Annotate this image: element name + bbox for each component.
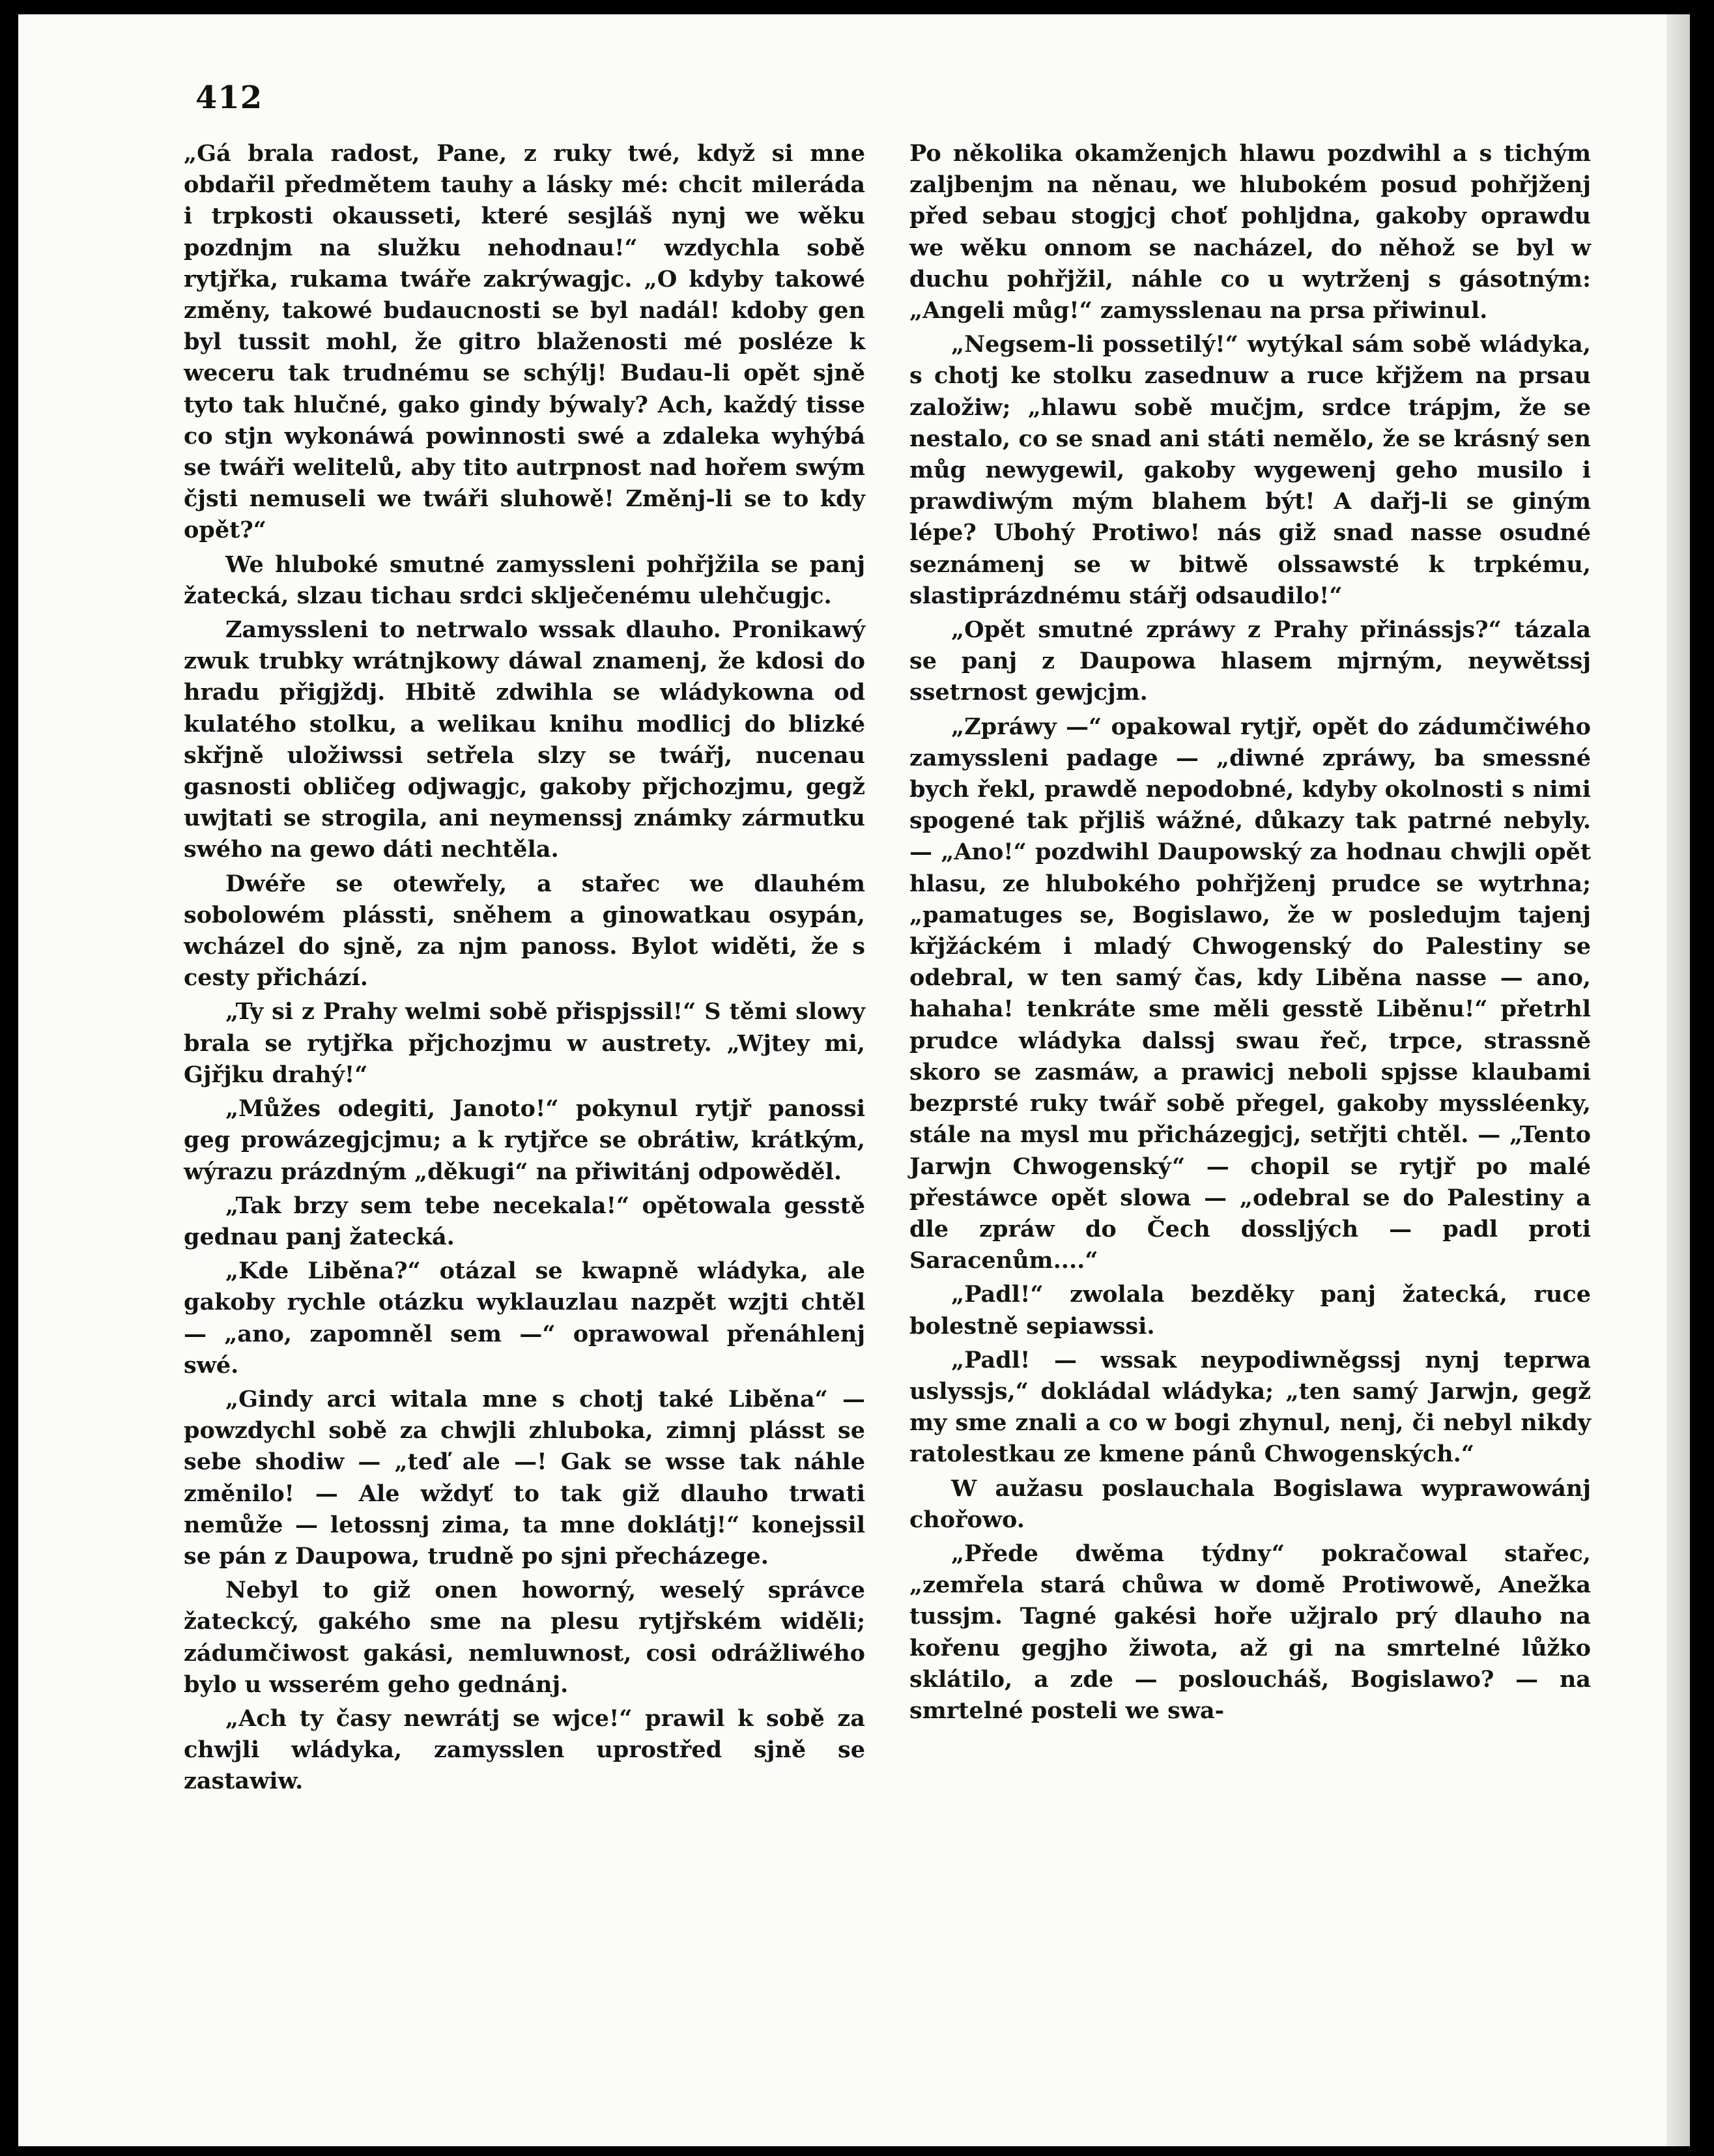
book-page <box>18 14 1690 2146</box>
paragraph: „Gindy arci witala mne s chotj také Liběna“ — powzdychl sobě za chwjli zhluboka, zimnj plásst se sebe shodiw — „teď ale —! Gak se wsse tak náhle změnilo! — Ale wždyť to tak giž dlauho trwati nemůže — letossnj zima, ta mne doklátj!“ konejssil se pán z Daupowa, trudně po sjni přecházege. <box>184 1385 865 1570</box>
page-edge-shadow <box>1666 14 1690 2146</box>
paragraph: Zamyssleni to netrwalo wssak dlauho. Pronikawý zwuk trubky wrátnjkowy dáwal znamenj, že kdosi do hradu přigjždj. Hbitě zdwihla se wládykowna od kulatého stolku, a welikau knihu modlicj do blizké skřjně uložiwssi setřela slzy se twářj, nucenau gasnosti obličeg odjwagjc, gakoby přjchozjmu, gegž uwjtati se strogila, ani neymenssj známky zármutku swého na gewo dáti nechtěla. <box>184 616 865 863</box>
paragraph: „Gá brala radost, Pane, z ruky twé, když si mne obdařil předmětem tauhy a lásky mé: chcit mileráda i trpkosti okausseti, které sesjláš nynj we wěku pozdnjm na služku nehodnau!“ wzdychla sobě rytjřka, rukama twáře zakrýwagjc. „O kdyby takowé změny, takowé budaucnosti se byl nadál! kdoby gen byl tussit mohl, že gitro blaženosti mé posléze k weceru tak trudnému se schýlj! Budau-li opět sjně tyto tak hlučné, gako gindy býwaly? Ach, každý tisse co stjn wykonáwá powinnosti swé a zdaleka wyhýbá se twáři welitelů, aby tito autrpnost nad hořem swým čjsti nemuseli we twáři sluhowě! Změnj-li se to kdy opět?“ <box>184 140 865 544</box>
paragraph: Po několika okamženjch hlawu pozdwihl a s tichým zaljbenjm na něnau, we hlubokém posud pohřjženj před sebau stogjcj choť pohljdna, gakoby oprawdu we wěku onnom se nacházel, do něhož se byl w duchu pohřjžil, náhle co u wytrženj s gásotným: „Angeli můg!“ zamysslenau na prsa přiwinul. <box>909 140 1591 324</box>
paragraph: „Negsem-li possetilý!“ wytýkal sám sobě wládyka, s chotj ke stolku zasednuw a ruce křjžem na prsau založiw; „hlawu sobě mučjm, srdce trápjm, že se nestalo, co se snad ani státi nemělo, že se krásný sen můg newygewil, gakoby wygewenj geho musilo i prawdiwým mým blahem být! A dařj-li se giným lépe? Ubohý Protiwo! nás giž snad nasse osudné seznámenj se w bitwě olssawsté k trpkému, slastiprázdnému stářj odsaudilo!“ <box>909 331 1591 609</box>
paragraph: „Opět smutné zpráwy z Prahy přinássjs?“ tázala se panj z Daupowa hlasem mjrným, neywětssj ssetrnost gewjcjm. <box>909 616 1591 706</box>
paragraph: Dwéře se otewřely, a stařec we dlauhém sobolowém plássti, sněhem a ginowatkau osypán, wcházel do sjně, za njm panoss. Bylot widěti, že s cesty přichází. <box>184 870 865 992</box>
paragraph: „Zpráwy —“ opakowal rytjř, opět do zádumčiwého zamyssleni padage — „diwné zpráwy, ba smessné bych řekl, prawdě nepodobné, kdyby okolnosti s nimi spogené tak přjliš wážné, důkazy tak patrné nebyly. — „Ano!“ pozdwihl Daupowský za hodnau chwjli opět hlasu, ze hlubokého pohřjženj prudce se wytrhna; „pamatuges se, Bogislawo, že w posledujm tajenj křjžáckém i mladý Chwogenský do Palestiny se odebral, w ten samý čas, kdy Liběna nasse — ano, hahaha! tenkráte sme měli gesstě Liběnu!“ přetrhl prudce wládyka dalssj swau řeč, trpce, strassně skoro se zasmáw, a prawicj neboli spjsse klaubami bezprsté ruky twář sobě přegel, gakoby myssléenky, stále na mysl mu přicházegjcj, setřjti chtěl. — „Tento Jarwjn Chwogenský“ — chopil se rytjř po malé přestáwce opět slowa — „odebral se do Palestiny a dle zpráw do Čech dossljých — padl proti Saracenům....“ <box>909 713 1591 1274</box>
paragraph: „Ach ty časy newrátj se wjce!“ prawil k sobě za chwjli wládyka, zamysslen uprostřed sjně se zastawiw. <box>184 1704 865 1795</box>
paragraph: „Tak brzy sem tebe necekala!“ opětowala gesstě gednau panj žatecká. <box>184 1192 865 1250</box>
paragraph: „Kde Liběna?“ otázal se kwapně wládyka, ale gakoby rychle otázku wyklauzlau nazpět wzjti chtěl — „ano, zapomněl sem —“ oprawowal přenáhlenj swé. <box>184 1258 865 1379</box>
left-column <box>184 138 865 1800</box>
paragraph: We hluboké smutné zamyssleni pohřjžila se panj žatecká, slzau tichau srdci sklječenému ulehčugjc. <box>184 551 865 609</box>
paragraph: „Padl! — wssak neypodiwněgssj nynj teprwa uslyssjs,“ dokládal wládyka; „ten samý Jarwjn, gegž my sme znali a co w bogi zhynul, nenj, či nebyl nikdy ratolestkau ze kmene pánů Chwogenských.“ <box>909 1346 1591 1468</box>
page-number: 412 <box>195 79 263 116</box>
paragraph: W aužasu poslauchala Bogislawa wyprawowánj chořowo. <box>909 1474 1591 1533</box>
paragraph: Nebyl to giž onen howorný, weselý správce žateckcý, gakého sme na plesu rytjřském widěli; zádumčiwost gakási, nemluwnost, cosi odrážliwého bylo u wsserém geho gednánj. <box>184 1577 865 1698</box>
paragraph: „Přede dwěma týdny“ pokračowal stařec, „zemřela stará chůwa w domě Protiwowě, Anežka tussjm. Tagné gakési hoře užjralo prý dlauho na kořenu gegjho žiwota, až gi na smrtelné lůžko sklátilo, a zde — posloucháš, Bogislawo? — na smrtelné posteli we swa- <box>909 1540 1591 1724</box>
paragraph: „Padl!“ zwolala bezděky panj žatecká, ruce bolestně sepiawssi. <box>909 1281 1591 1340</box>
paragraph: „Ty si z Prahy welmi sobě přispjssil!“ S těmi slowy brala se rytjřka přjchozjmu w austrety. „Wjtey mi, Gjřjku drahý!“ <box>184 998 865 1088</box>
paragraph: „Můžes odegiti, Janoto!“ pokynul rytjř panossi geg prowázegjcjmu; a k rytjřce se obrátiw, krátkým, wýrazu prázdným „děkugi“ na přiwitánj odpowěděl. <box>184 1095 865 1185</box>
right-column <box>909 138 1591 1729</box>
